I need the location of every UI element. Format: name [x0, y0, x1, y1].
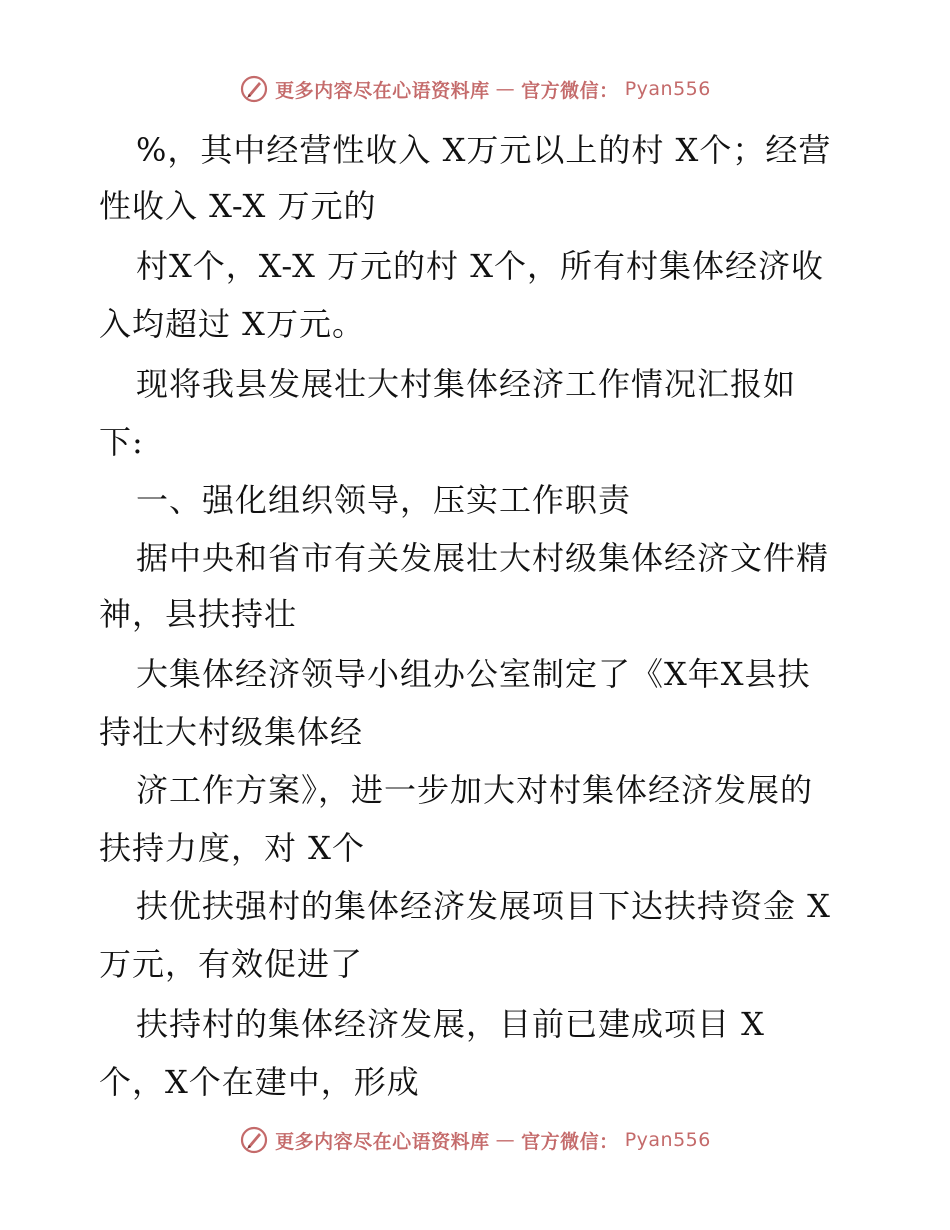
watermark-separator: —	[495, 78, 516, 100]
text-line: 据中央和省市有关发展壮大村级集体经济文件精	[136, 539, 830, 577]
text-line: 下:	[99, 423, 144, 461]
text-line: 济工作方案》，进一步加大对村集体经济发展的	[136, 771, 814, 809]
text-line: 神，县扶持壮	[99, 595, 298, 633]
section-heading: 一、强化组织领导，压实工作职责	[136, 481, 632, 519]
text-line: 扶持力度，对 X个	[99, 829, 365, 867]
quill-pen-badge-icon	[239, 1125, 269, 1155]
footer-watermark	[0, 1125, 950, 1155]
text-line: 扶持村的集体经济发展，目前已建成项目 X	[136, 1005, 765, 1043]
quill-pen-badge-icon	[239, 74, 269, 104]
watermark-id: Pyan556	[624, 1129, 711, 1151]
watermark-label: 官方微信：	[521, 79, 619, 102]
text-line: 性收入 X-X 万元的	[99, 187, 377, 225]
header-watermark	[0, 74, 950, 104]
text-line: 大集体经济领导小组办公室制定了《X年X县扶	[136, 655, 811, 693]
watermark-text: 更多内容尽在心语资料库	[275, 79, 490, 102]
text-line: 扶优扶强村的集体经济发展项目下达扶持资金 X	[136, 887, 831, 925]
text-line: %，其中经营性收入 X万元以上的村 X个；经营	[136, 131, 832, 169]
watermark-label: 官方微信：	[521, 1130, 619, 1153]
text-line: 万元，有效促进了	[99, 945, 364, 983]
text-line: 村X个，X-X 万元的村 X个，所有村集体经济收	[136, 247, 825, 285]
watermark-id: Pyan556	[624, 78, 711, 100]
text-line: 个，X个在建中，形成	[99, 1063, 420, 1101]
text-line: 持壮大村级集体经	[99, 713, 364, 751]
text-line: 现将我县发展壮大村集体经济工作情况汇报如	[136, 365, 797, 403]
watermark-text: 更多内容尽在心语资料库	[275, 1130, 490, 1153]
text-line: 入均超过 X万元。	[99, 305, 365, 343]
watermark-separator: —	[495, 1129, 516, 1151]
